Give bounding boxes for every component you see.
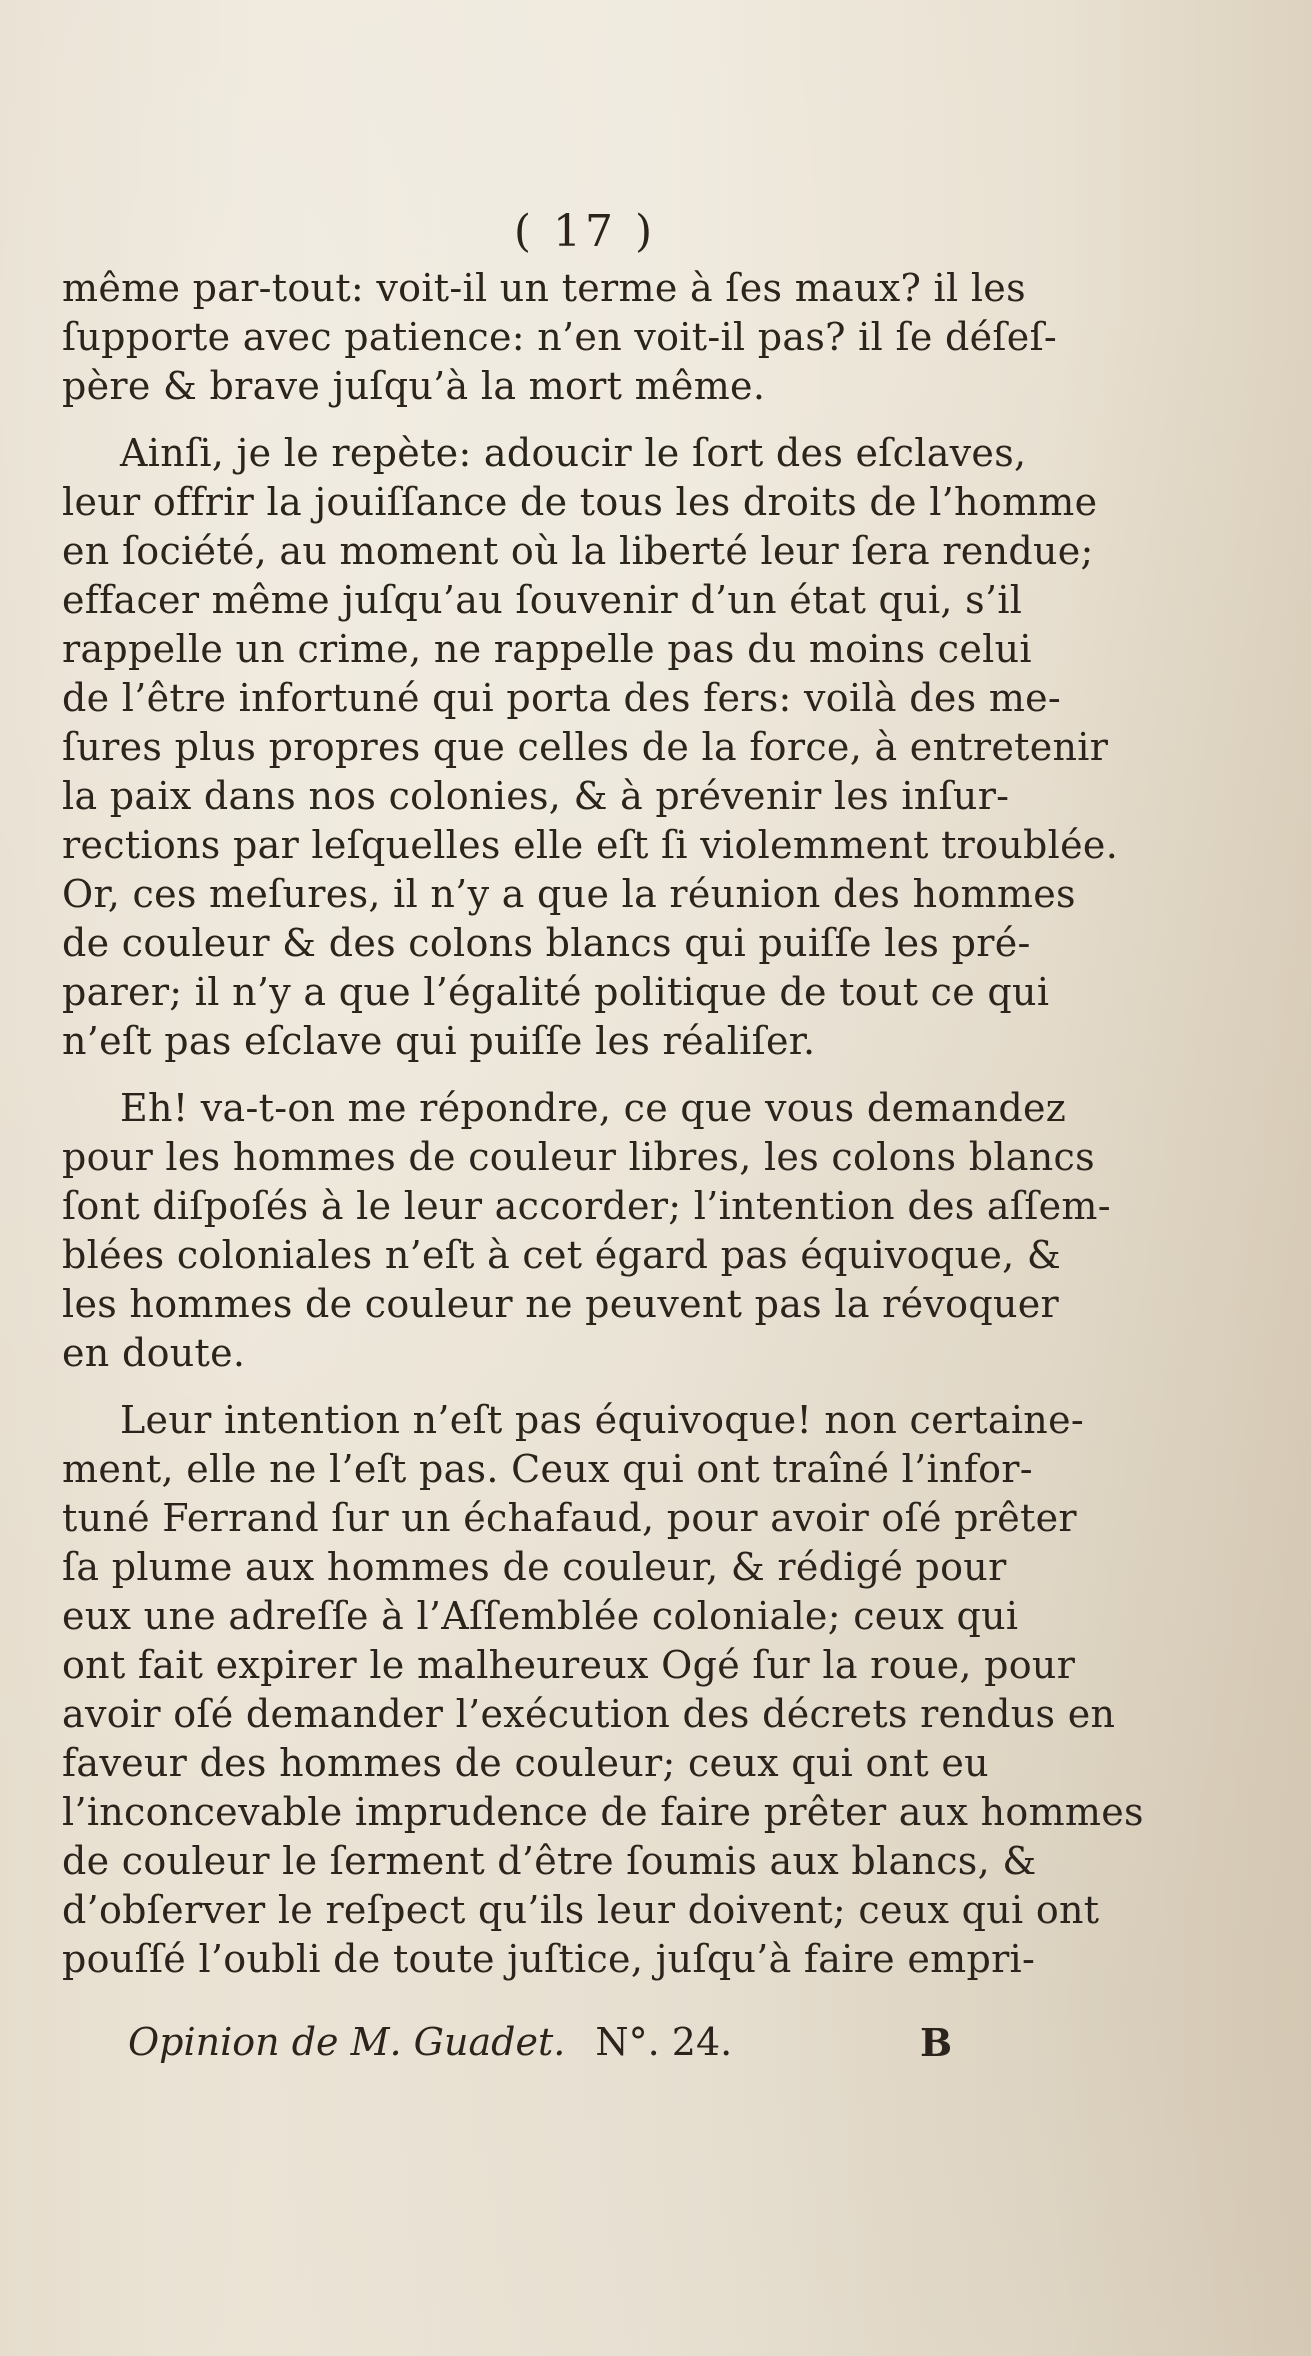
text-line: faveur des hommes de couleur; ceux qui ont eu [62, 1741, 989, 1785]
text-line: pouſſé l’oubli de toute juſtice, juſqu’à faire empri- [62, 1937, 1036, 1981]
body-text [62, 264, 1142, 1984]
text-line: rappelle un crime, ne rappelle pas du moins celui [62, 627, 1032, 671]
text-line: ſures plus propres que celles de la force, à entretenir [62, 725, 1109, 769]
text-line: n’eſt pas eſclave qui puiſſe les réaliſer. [62, 1019, 816, 1063]
text-line: même par-tout: voit-il un terme à ſes maux? il les [62, 266, 1026, 310]
text-line: eux une adreſſe à l’Aſſemblée coloniale; ceux qui [62, 1594, 1019, 1638]
text-line: les hommes de couleur ne peuvent pas la révoquer [62, 1282, 1059, 1326]
text-line: ment, elle ne l’eſt pas. Ceux qui ont traîné l’infor- [62, 1447, 1033, 1491]
text-line: Ainſi, je le repète: adoucir le ſort des eſclaves, [120, 431, 1027, 475]
text-line: ſont diſpoſés à le leur accorder; l’intention des aſſem- [62, 1184, 1111, 1228]
text-line: l’inconcevable imprudence de faire prêter aux hommes [62, 1790, 1144, 1834]
page-footer [128, 2020, 1078, 2064]
text-line: leur offrir la jouiſſance de tous les droits de l’homme [62, 480, 1098, 524]
text-line: d’obſerver le reſpect qu’ils leur doivent; ceux qui ont [62, 1888, 1100, 1932]
text-line: de couleur & des colons blancs qui puiſſe les pré- [62, 921, 1031, 965]
text-line: pour les hommes de couleur libres, les colons blancs [62, 1135, 1095, 1179]
text-line: de couleur le ſerment d’être ſoumis aux blancs, & [62, 1839, 1037, 1883]
text-line: avoir oſé demander l’exécution des décrets rendus en [62, 1692, 1116, 1736]
footer-number: N°. 24. [595, 2020, 733, 2064]
text-line: de l’être infortuné qui porta des fers: voilà des me- [62, 676, 1062, 720]
text-line: Eh! va-t-on me répondre, ce que vous demandez [120, 1086, 1067, 1130]
text-line: parer; il n’y a que l’égalité politique de tout ce qui [62, 970, 1050, 1014]
page-number: ( 17 ) [513, 206, 657, 257]
text-line: blées coloniales n’eſt à cet égard pas équivoque, & [62, 1233, 1061, 1277]
text-line: Leur intention n’eſt pas équivoque! non certaine- [120, 1398, 1085, 1442]
text-line: en ſociété, au moment où la liberté leur ſera rendue; [62, 529, 1094, 573]
text-line: la paix dans nos colonies, & à prévenir les inſur- [62, 774, 1010, 818]
text-line: Or, ces meſures, il n’y a que la réunion des hommes [62, 872, 1076, 916]
text-line: en doute. [62, 1331, 246, 1375]
footer-signature: Opinion de M. Guadet. [128, 2020, 566, 2064]
signature-mark: B [920, 2020, 953, 2065]
text-line: père & brave juſqu’à la mort même. [62, 364, 766, 408]
text-line: ont fait expirer le malheureux Ogé ſur la roue, pour [62, 1643, 1076, 1687]
text-line: ſa plume aux hommes de couleur, & rédigé pour [62, 1545, 1007, 1589]
text-line: effacer même juſqu’au ſouvenir d’un état qui, s’il [62, 578, 1023, 622]
text-line: tuné Ferrand ſur un échafaud, pour avoir oſé prêter [62, 1496, 1077, 1540]
text-line: rections par leſquelles elle eſt ſi violemment troublée. [62, 823, 1119, 867]
text-line: ſupporte avec patience: n’en voit-il pas? il ſe déſeſ- [62, 315, 1058, 359]
